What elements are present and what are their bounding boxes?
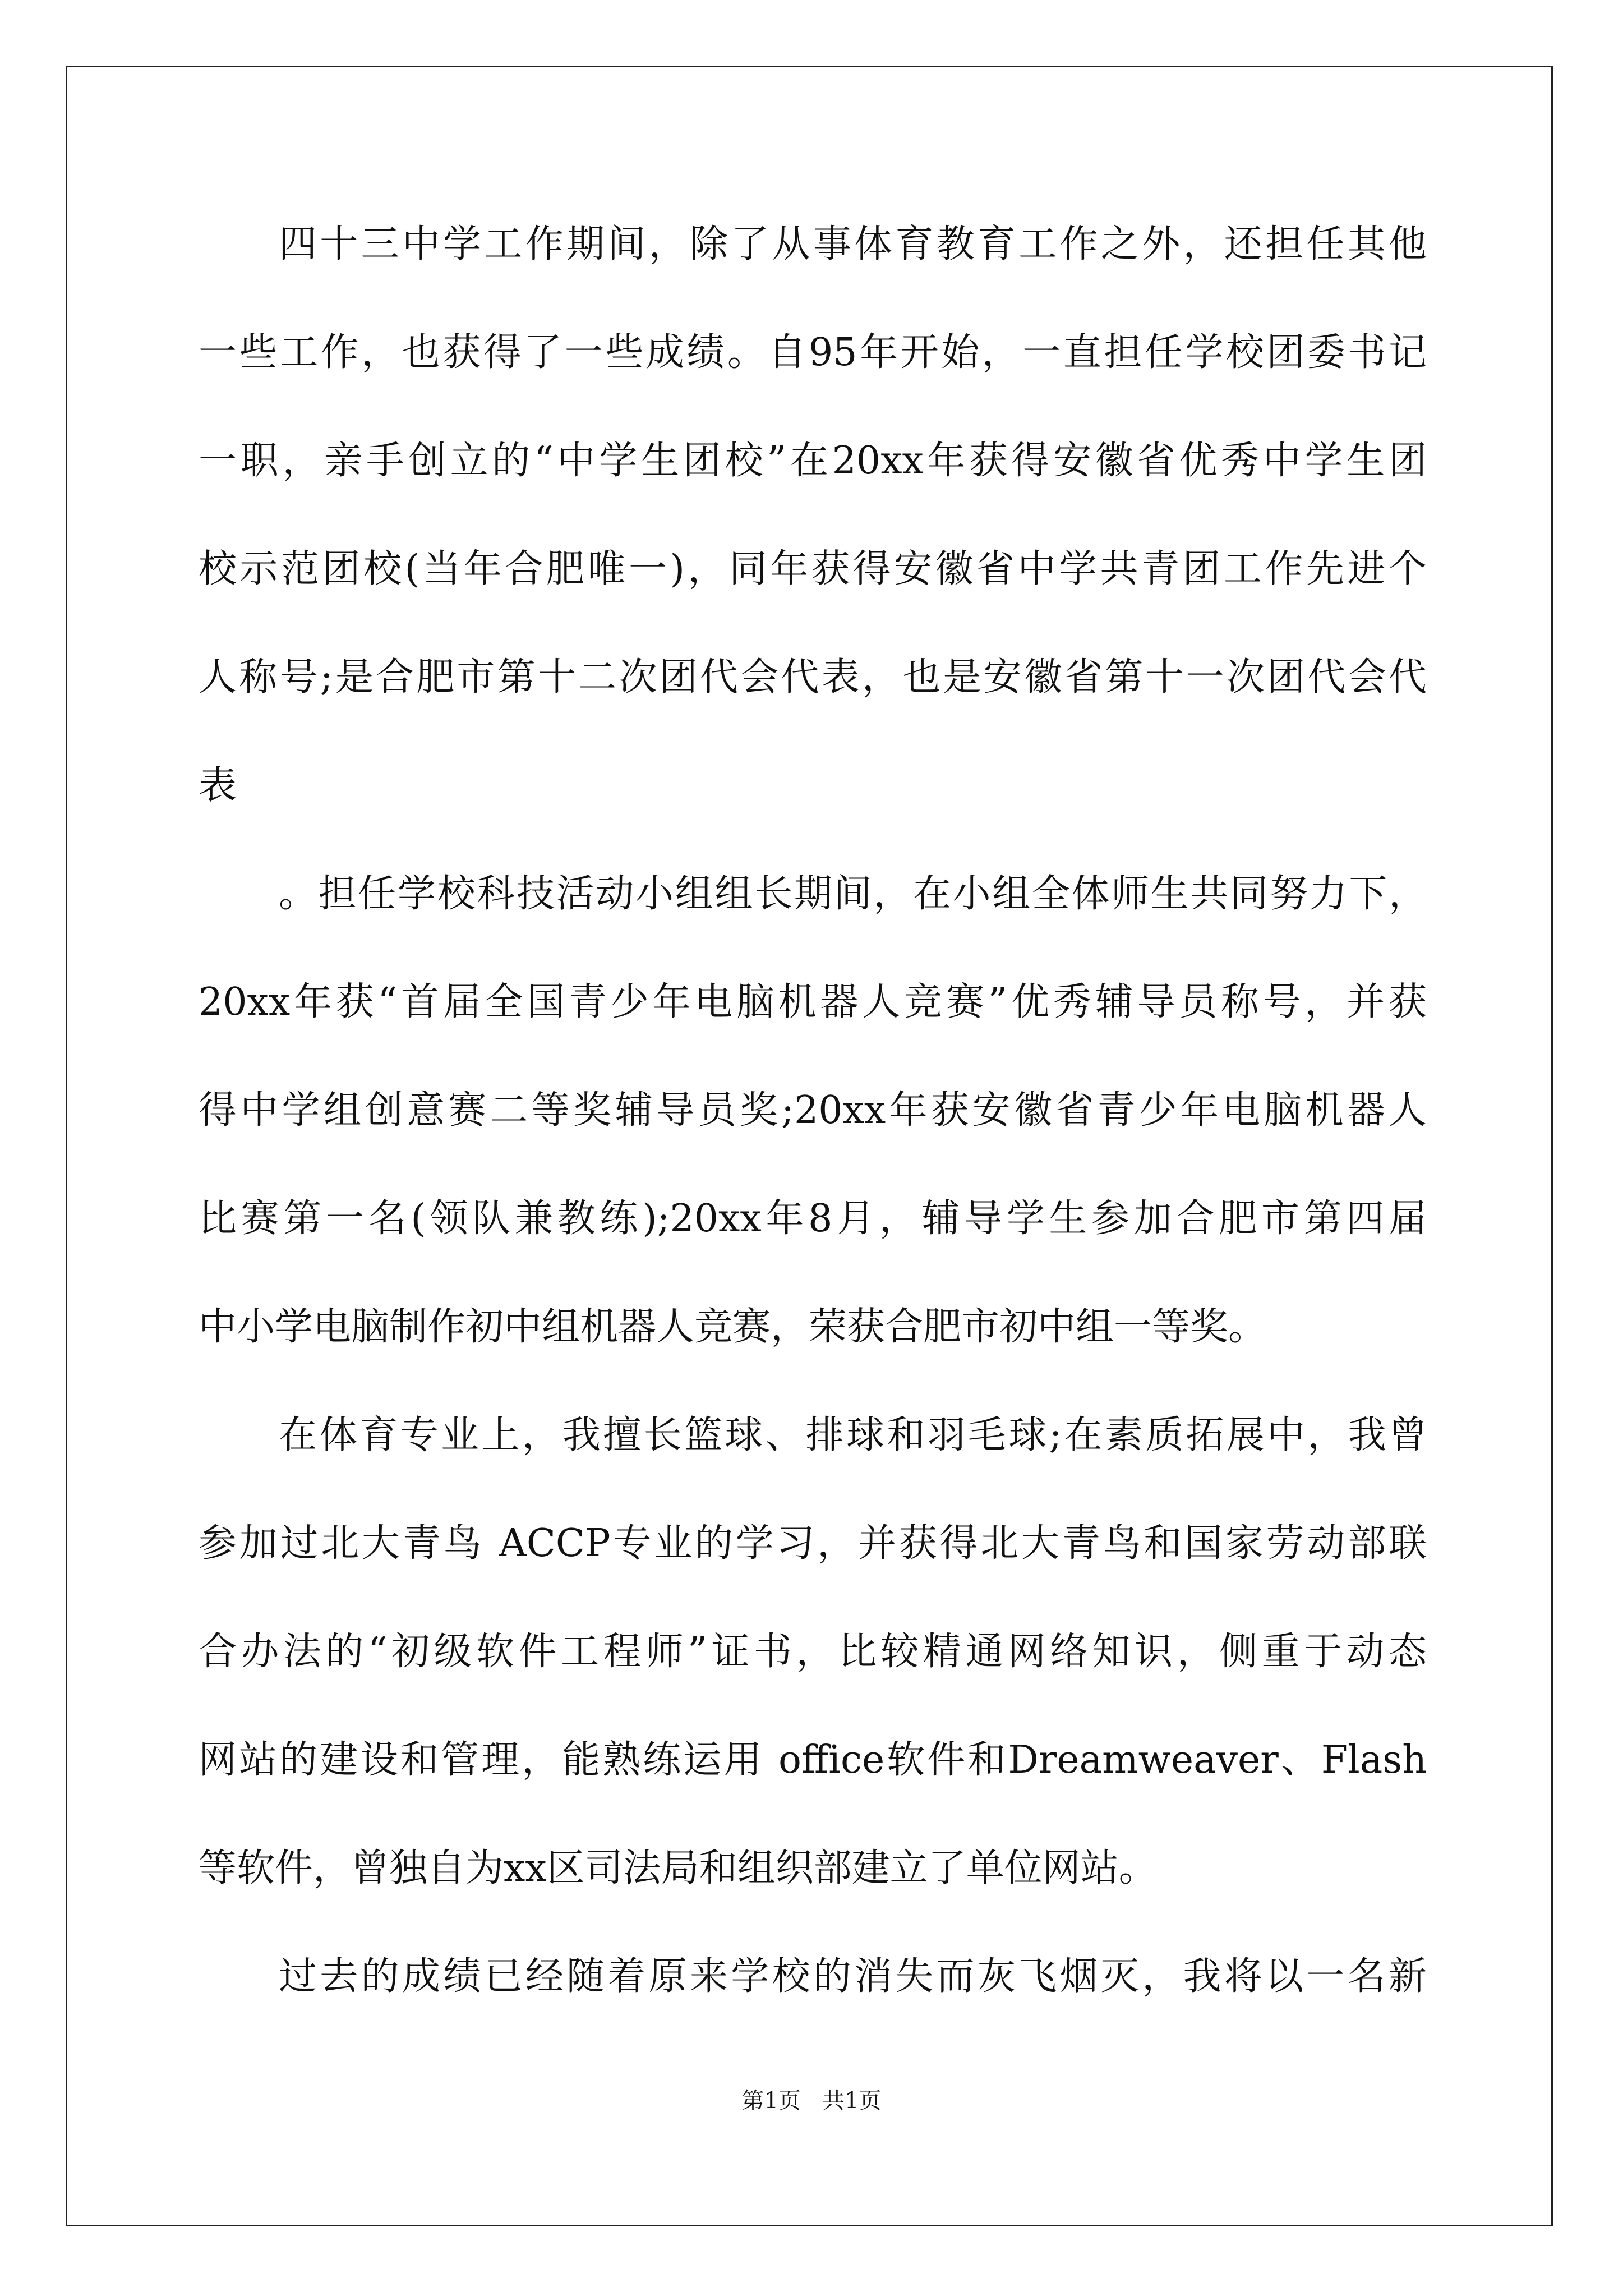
paragraph-line: 。担任学校科技活动小组组长期间，在小组全体师生共同努力下， xyxy=(279,872,1427,916)
paragraph-line: 人称号;是合肥市第十二次团代会代表，也是安徽省第十一次团代会代 xyxy=(199,655,1427,700)
paragraph-line: 校示范团校(当年合肥唯一)，同年获得安徽省中学共青团工作先进个 xyxy=(199,547,1427,591)
paragraph-line: 参加过北大青鸟 ACCP专业的学习，并获得北大青鸟和国家劳动部联 xyxy=(199,1521,1427,1566)
paragraph-line: 过去的成绩已经随着原来学校的消失而灰飞烟灭，我将以一名新 xyxy=(279,1954,1427,1999)
page-footer: 第1页 共1页 xyxy=(741,2088,882,2114)
paragraph-line: 一职，亲手创立的“中学生团校”在20xx年获得安徽省优秀中学生团 xyxy=(199,439,1427,483)
paragraph-line: 比赛第一名(领队兼教练);20xx年8月，辅导学生参加合肥市第四届 xyxy=(199,1197,1427,1241)
paragraph-line: 合办法的“初级软件工程师”证书，比较精通网络知识，侧重于动态 xyxy=(199,1630,1427,1674)
paragraph-line: 在体育专业上，我擅长篮球、排球和羽毛球;在素质拓展中，我曾 xyxy=(279,1413,1427,1457)
page-border xyxy=(66,66,1553,2226)
paragraph-line: 四十三中学工作期间，除了从事体育教育工作之外，还担任其他 xyxy=(279,222,1427,266)
paragraph-line: 网站的建设和管理，能熟练运用 office软件和Dreamweaver、Flash xyxy=(199,1738,1427,1782)
paragraph-line: 等软件，曾独自为xx区司法局和组织部建立了单位网站。 xyxy=(199,1846,1157,1890)
paragraph-line: 表 xyxy=(199,763,237,808)
paragraph-line: 中小学电脑制作初中组机器人竞赛，荣获合肥市初中组一等奖。 xyxy=(199,1305,1267,1349)
paragraph-line: 20xx年获“首届全国青少年电脑机器人竞赛”优秀辅导员称号，并获 xyxy=(199,980,1427,1024)
paragraph-line: 一些工作，也获得了一些成绩。自95年开始，一直担任学校团委书记 xyxy=(199,330,1427,375)
paragraph-line: 得中学组创意赛二等奖辅导员奖;20xx年获安徽省青少年电脑机器人 xyxy=(199,1088,1427,1133)
